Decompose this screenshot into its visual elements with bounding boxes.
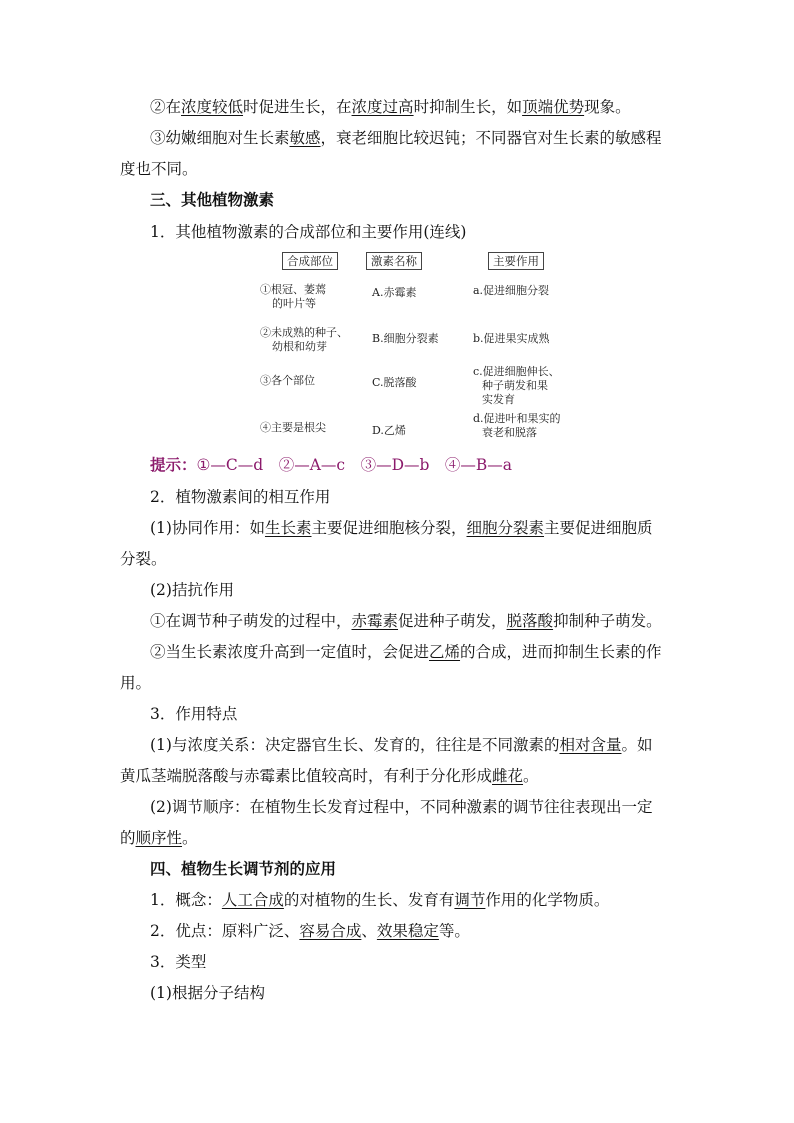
text-line: (2)拮抗作用 — [150, 581, 234, 599]
hormone-item: B.细胞分裂素 — [372, 332, 439, 345]
text-line: 1．概念：人工合成的对植物的生长、发育有调节作用的化学物质。 — [150, 891, 610, 909]
site-item: 幼根和幼芽 — [272, 340, 327, 353]
subsection-heading: 1．其他植物激素的合成部位和主要作用(连线) — [150, 223, 467, 241]
key-term: 相对含量 — [559, 736, 622, 754]
text-line: 的顺序性。 — [120, 829, 198, 847]
site-item: ①根冠、萎蔫 — [260, 283, 326, 296]
key-term: 乙烯 — [429, 643, 461, 661]
key-term: 容易合成 — [299, 922, 362, 940]
subsection-heading: 2．植物激素间的相互作用 — [150, 488, 331, 506]
section-heading: 三、其他植物激素 — [150, 190, 275, 209]
subsection-heading: 3．作用特点 — [150, 705, 238, 723]
header-hormone: 激素名称 — [366, 252, 422, 270]
hormone-item: C.脱落酸 — [372, 376, 417, 389]
site-item: 的叶片等 — [272, 297, 316, 310]
text-line: (2)调节顺序：在植物生长发育过程中，不同种激素的调节往往表现出一定 — [150, 798, 653, 816]
text-line: 度也不同。 — [120, 160, 198, 178]
effect-item: a.促进细胞分裂 — [473, 284, 550, 297]
header-effect: 主要作用 — [488, 252, 544, 270]
text-line: (1)协同作用：如生长素主要促进细胞核分裂，细胞分裂素主要促进细胞质 — [150, 519, 653, 537]
key-term: 顺序性 — [135, 829, 183, 847]
matching-diagram — [250, 248, 580, 448]
key-term: 雌花 — [492, 767, 524, 785]
key-term: 生长素 — [264, 519, 312, 537]
text-line: ①在调节种子萌发的过程中，赤霉素促进种子萌发，脱落酸抑制种子萌发。 — [150, 612, 662, 630]
text-line: (1)根据分子结构 — [150, 984, 265, 1002]
text-line: 用。 — [120, 674, 152, 692]
effect-item: 衰老和脱落 — [482, 426, 537, 439]
text-line: 分裂。 — [120, 550, 167, 568]
tip-answer: ①—C—d ②—A—c ③—D—b ④—B—a — [196, 456, 513, 474]
text-line: ③幼嫩细胞对生长素敏感，衰老细胞比较迟钝；不同器官对生长素的敏感程 — [150, 129, 662, 147]
effect-item: b.促进果实成熟 — [473, 332, 550, 345]
text-line: 2．优点：原料广泛、容易合成、效果稳定等。 — [150, 922, 470, 940]
effect-item: d.促进叶和果实的 — [473, 412, 561, 425]
hormone-item: A.赤霉素 — [372, 286, 417, 299]
key-term: 赤霉素 — [351, 612, 399, 630]
effect-item: c.促进细胞伸长、 — [473, 365, 560, 378]
key-term: 脱落酸 — [506, 612, 554, 630]
key-term: 顶端优势 — [522, 98, 585, 116]
site-item: ③各个部位 — [260, 374, 315, 387]
effect-item: 实发育 — [482, 393, 515, 406]
key-term: 人工合成 — [221, 891, 284, 909]
key-term: 调节 — [454, 891, 486, 909]
site-item: ④主要是根尖 — [260, 421, 326, 434]
tip-line — [150, 454, 680, 476]
key-term: 细胞分裂素 — [466, 519, 545, 537]
key-term: 浓度较低 — [181, 98, 244, 116]
effect-item: 种子萌发和果 — [482, 379, 548, 392]
text-line: ②当生长素浓度升高到一定值时，会促进乙烯的合成，进而抑制生长素的作 — [150, 643, 662, 661]
text-line: 3．类型 — [150, 953, 207, 971]
tip-label: 提示： — [150, 455, 197, 474]
text-line: 黄瓜茎端脱落酸与赤霉素比值较高时，有利于分化形成雌花。 — [120, 767, 539, 785]
key-term: 效果稳定 — [376, 922, 439, 940]
key-term: 浓度过高 — [351, 98, 414, 116]
key-term: 敏感 — [289, 129, 321, 147]
text-line: (1)与浓度关系：决定器官生长、发育的，往往是不同激素的相对含量。如 — [150, 736, 653, 754]
header-site: 合成部位 — [282, 252, 338, 270]
text-line: ②在浓度较低时促进生长，在浓度过高时抑制生长，如顶端优势现象。 — [150, 98, 631, 116]
section-heading: 四、植物生长调节剂的应用 — [150, 859, 337, 878]
site-item: ②未成熟的种子、 — [260, 326, 348, 339]
hormone-item: D.乙烯 — [372, 424, 406, 437]
